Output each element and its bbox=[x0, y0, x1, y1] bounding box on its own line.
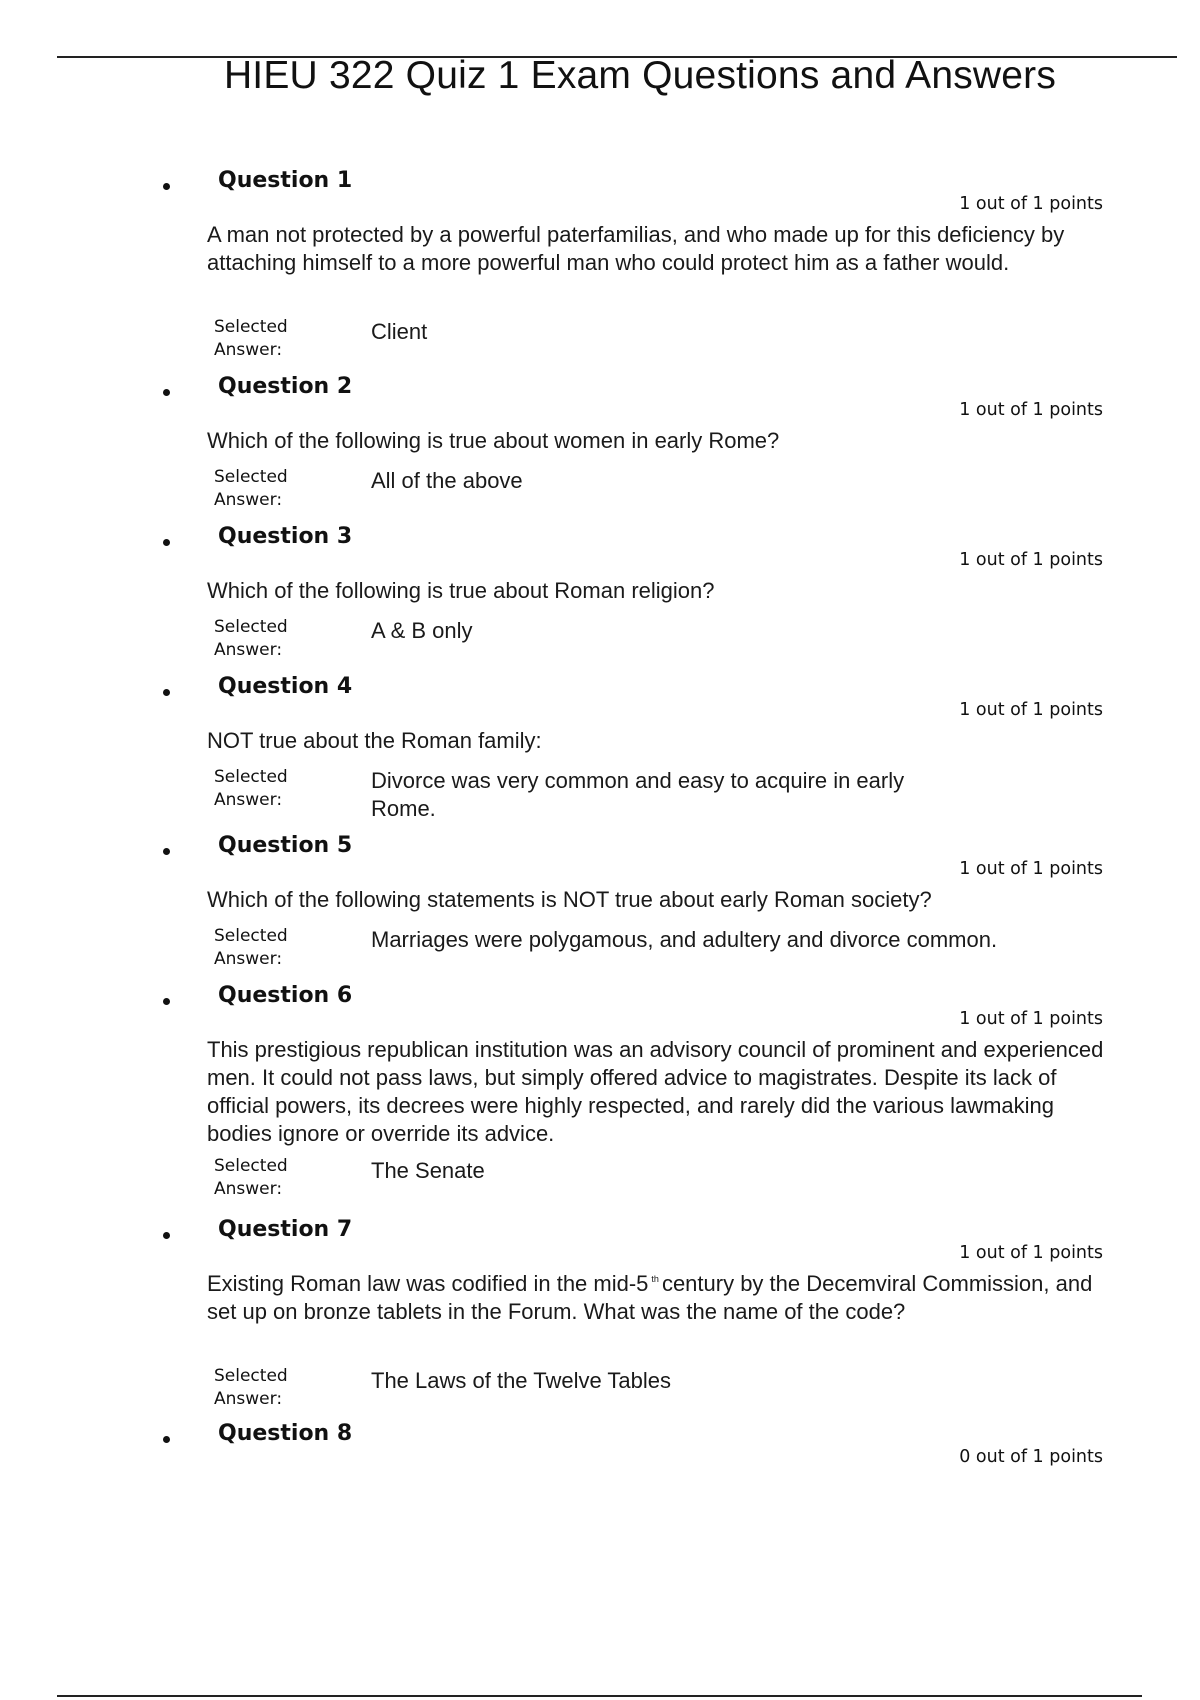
question-score: 1 out of 1 points bbox=[959, 550, 1103, 570]
question-heading: Question 7 bbox=[218, 1217, 353, 1242]
question-text: Which of the following is true about Roman religion? bbox=[207, 578, 715, 603]
bullet-icon bbox=[163, 183, 170, 190]
bullet-icon bbox=[163, 689, 170, 696]
bullet-icon bbox=[163, 1436, 170, 1443]
question-heading: Question 2 bbox=[218, 374, 353, 399]
bullet-icon bbox=[163, 1232, 170, 1239]
question-score: 1 out of 1 points bbox=[959, 194, 1103, 214]
selected-answer: The Senate bbox=[371, 1158, 485, 1183]
question-score: 1 out of 1 points bbox=[959, 1009, 1103, 1029]
question-text: Existing Roman law was codified in the mid-5 $^{th}$ century by the Decemviral Commission, and set up on bronze tablets in the Forum. What was the name of the code? bbox=[207, 1271, 1093, 1324]
question-score: 0 out of 1 points bbox=[959, 1447, 1103, 1467]
bottom-rule bbox=[57, 1695, 1142, 1697]
selected-answer-label: Selected Answer: bbox=[214, 767, 288, 810]
question-score: 1 out of 1 points bbox=[959, 1243, 1103, 1263]
selected-answer-label: Selected Answer: bbox=[214, 317, 288, 360]
question-score: 1 out of 1 points bbox=[959, 859, 1103, 879]
question-text: NOT true about the Roman family: bbox=[207, 728, 542, 753]
question-heading: Question 8 bbox=[218, 1421, 353, 1446]
question-heading: Question 3 bbox=[218, 524, 353, 549]
question-heading: Question 4 bbox=[218, 674, 353, 699]
selected-answer-label: Selected Answer: bbox=[214, 467, 288, 510]
question-text: Which of the following is true about women in early Rome? bbox=[207, 428, 780, 453]
ordinal-suffix: th bbox=[651, 1274, 659, 1284]
question-heading: Question 1 bbox=[218, 168, 353, 193]
selected-answer: Client bbox=[371, 319, 428, 344]
bullet-icon bbox=[163, 998, 170, 1005]
selected-answer: All of the above bbox=[371, 468, 523, 493]
question-score: 1 out of 1 points bbox=[959, 400, 1103, 420]
selected-answer-label: Selected Answer: bbox=[214, 926, 288, 969]
question-heading: Question 6 bbox=[218, 983, 353, 1008]
selected-answer-label: Selected Answer: bbox=[214, 617, 288, 660]
question-score: 1 out of 1 points bbox=[959, 700, 1103, 720]
selected-answer: A & B only bbox=[371, 618, 473, 643]
question-text: This prestigious republican institution was an advisory council of prominent and experienced men. It could not pass laws, but simply offered advice to magistrates. Despite its lack of official powers, its decrees were highly respected, and rarely did the various lawmaking bodies ignore or override its advice. bbox=[207, 1037, 1104, 1146]
document-title: HIEU 322 Quiz 1 Exam Questions and Answers bbox=[223, 54, 1057, 97]
selected-answer: The Laws of the Twelve Tables bbox=[371, 1368, 672, 1393]
selected-answer-label: Selected Answer: bbox=[214, 1156, 288, 1199]
selected-answer-label: Selected Answer: bbox=[214, 1366, 288, 1409]
question-heading: Question 5 bbox=[218, 833, 353, 858]
selected-answer: Marriages were polygamous, and adultery and divorce common. bbox=[371, 927, 998, 952]
question-text: A man not protected by a powerful paterfamilias, and who made up for this deficiency by attaching himself to a more powerful man who could protect him as a father would. bbox=[207, 222, 1065, 275]
question-text: Which of the following statements is NOT true about early Roman society? bbox=[207, 887, 932, 912]
bullet-icon bbox=[163, 389, 170, 396]
bullet-icon bbox=[163, 539, 170, 546]
selected-answer: Divorce was very common and easy to acquire in early Rome. bbox=[371, 768, 905, 821]
bullet-icon bbox=[163, 848, 170, 855]
